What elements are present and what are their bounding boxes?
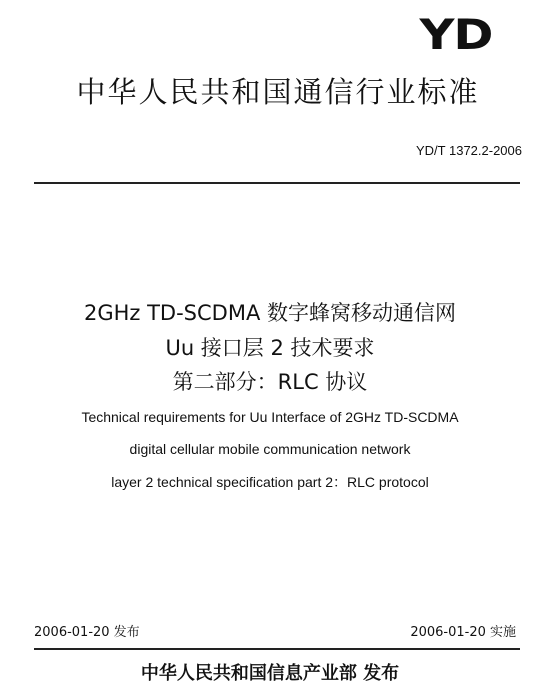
implementation-date: 2006-01-20 实施 (410, 625, 516, 640)
issue-date: 2006-01-20 发布 (34, 625, 140, 640)
title-zh-line-3: 第二部分：RLC 协议 (172, 370, 368, 394)
title-en-line-2: digital cellular mobile communication network (129, 441, 411, 457)
standard-category-heading: 中华人民共和国通信行业标准 (76, 75, 480, 109)
standard-logo: YD (419, 10, 492, 59)
bottom-divider (34, 648, 520, 650)
standard-number: YD/T 1372.2-2006 (416, 143, 522, 158)
title-zh-line-1: 2GHz TD-SCDMA 数字蜂窝移动通信网 (83, 301, 457, 325)
publisher: 中华人民共和国信息产业部 发布 (140, 663, 400, 684)
title-en-line-1: Technical requirements for Uu Interface of 2GHz TD-SCDMA (81, 409, 459, 425)
title-zh-line-2: Uu 接口层 2 技术要求 (165, 336, 375, 360)
title-en-line-3: layer 2 technical specification part 2：RLC protocol (111, 474, 429, 490)
top-divider (34, 182, 520, 184)
